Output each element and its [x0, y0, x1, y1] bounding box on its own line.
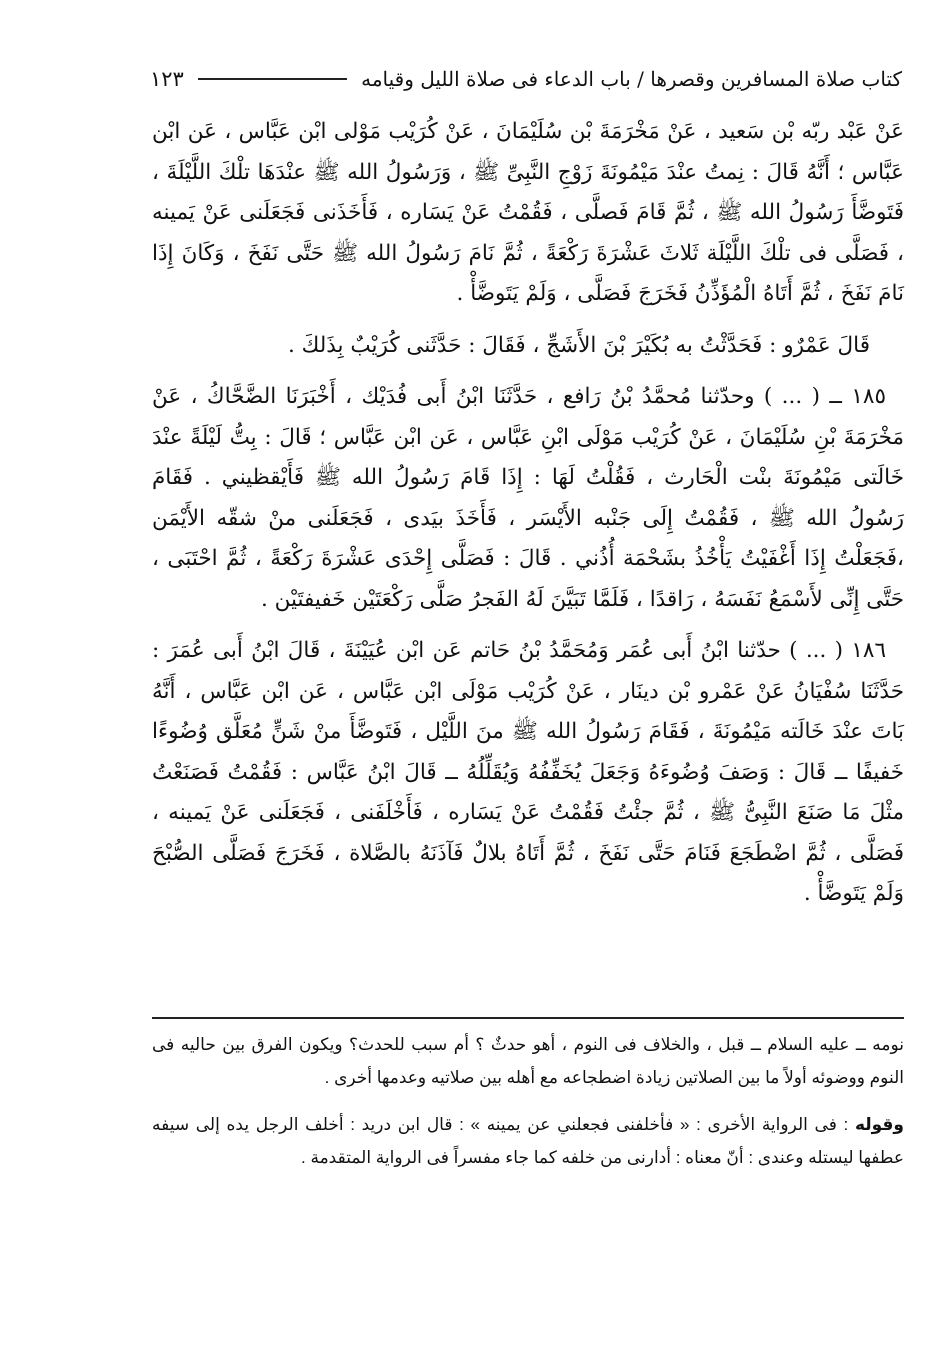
commentary-paragraph-2 [152, 1108, 904, 1174]
hadith-paragraph: عَنْ عَبْد ربّه بْن سَعيد ، عَنْ مَخْرَمَةَ بْن سُلَيْمَانَ ، عَنْ كُرَيْب مَوْلى ابْن عَبَّاس ، عَن ابْن عَبَّاس ؛ أَنَّهُ قَالَ : نِمتُ عنْدَ مَيْمُونَةَ زَوْجِ النَّبِىِّ ﷺ ، وَرَسُولُ الله ﷺ عنْدَهَا تلْكَ اللَّيْلَةَ ، فَتَوضَّأَ رَسُولُ الله ﷺ ، ثُمَّ قَامَ فَصلَّى ، فَقُمْتُ عَنْ يَسَاره ، فَأَخَذَنى فَجَعَلَنى عَنْ يَمينه ، فَصَلَّى فى تلْكَ اللَّيْلَة ثَلاثَ عَشْرَةَ رَكْعَةً ، ثُمَّ نَامَ رَسُولُ الله ﷺ حَتَّى نَفَخَ ، وَكَانَ إِذَا نَامَ نَفَخَ ، ثُمَّ أَتَاهُ الْمُؤَذِّنُ فَخَرَجَ فَصَلَّى ، وَلَمْ يَتَوضَّأْ . [152, 119, 904, 306]
main-text [152, 112, 904, 915]
commentary-notes [152, 1028, 904, 1174]
commentary-text: : فى الرواية الأخرى : « فأخلفنى فجعلني عن يمينه » : قال ابن دريد : أخلف الرجل يده إلى سيفه عطفها ليستله وعندى : أنّ معناه : أدارنى من خلفه كما جاء مفسراً فى الرواية المتقدمة . [152, 1115, 904, 1167]
footnote-divider [152, 1017, 904, 1019]
commentary-paragraph: نومه ــ عليه السلام ــ قبل ، والخلاف فى النوم ، أهو حدثٌ ؟ أم سبب للحدث؟ ويكون الفرق بين حاليه فى النوم ووضوئه أولاً ما بين الصلاتين زيادة اضطجاعه مع أهله بين صلاتيه وعدمها أخرى . [152, 1035, 904, 1087]
narrator-note: قَالَ عَمْرٌو : فَحَدَّثْتُ به بُكَيْرَ بْنَ الأَشَجِّ ، فَقَالَ : حَدَّثَنى كُرَيْبٌ بِذَلكَ . [287, 332, 870, 358]
hadith-186: ١٨٦ ( ... ) حدّثنا ابْنُ أَبى عُمَر وَمُحَمَّدُ بْنُ حَاتم عَن ابْن عُيَيْنَةَ ، قَالَ ابْنُ أَبى عُمَرَ : حَدَّثَنَا سُفْيَانُ عَنْ عَمْرو بْن دينَار ، عَنْ كُرَيْب مَوْلَى ابْن عَبَّاس ، عَن ابْن عَبَّاس ، أَنَّهُ بَاتَ عنْدَ خَالَته مَيْمُونَةَ ، فَقَامَ رَسُولُ الله ﷺ منَ اللَّيْل ، فَتَوضَّأَ منْ شَنٍّ مُعَلَّق وُضُوءًا خَفيفًا ــ قَالَ : وَصَفَ وُضُوءَهُ وَجَعَلَ يُخَفِّفُهُ وَيُقَلِّلُهُ ــ قَالَ ابْنُ عَبَّاس : فَقُمْتُ فَصَنَعْتُ مثْلَ مَا صَنَعَ النَّبِىُّ ﷺ ، ثُمَّ جئْتُ فَقُمْتُ عَنْ يَسَاره ، فَأَخْلَفَنى ، فَجَعَلَنى عَنْ يَمينه ، فَصَلَّى ، ثُمَّ اضْطَجَعَ فَنَامَ حَتَّى نَفَخَ ، ثُمَّ أَتَاهُ بلالٌ فَآذَنَهُ بالصَّلاة ، فَخَرَجَ فَصَلَّى الصُّبْحَ وَلَمْ يَتَوضَّأْ . [152, 638, 904, 906]
running-header [150, 62, 902, 96]
commentary-lead-word: وقوله [854, 1115, 904, 1134]
hadith-185: ١٨٥ ــ ( ... ) وحدّثنا مُحمَّدُ بْنُ رَافع ، حَدَّثَنَا ابْنُ أَبى فُدَيْك ، أَخْبَرَنَا الضَّحَّاكُ ، عَنْ مَخْرَمَةَ بْنِ سُلَيْمَانَ ، عَنْ كُرَيْب مَوْلَى ابْنِ عَبَّاس ، عَن ابْن عَبَّاس ؛ قَالَ : بِتُّ لَيْلَةً عنْدَ خَالَتى مَيْمُونَةَ بنْت الْحَارث ، فَقُلْتُ لَهَا : إِذَا قَامَ رَسُولُ الله ﷺ فَأَيْقظيني . فَقَامَ رَسُولُ الله ﷺ ، فَقُمْتُ إِلَى جَنْبه الأَيْسَر ، فَأَخَذَ بيَدى ، فَجَعَلَنى منْ شقّه الأَيْمَن ،فَجَعَلْتُ إِذَا أَغْفَيْتُ يَأْخُذُ بشَحْمَة أُذُني . قَالَ : فَصَلَّى إِحْدَى عَشْرَةَ رَكْعَةً ، ثُمَّ احْتَبَى ، حَتَّى إِنِّى لأَسْمَعُ نَفَسَهُ ، رَاقدًا ، فَلَمَّا تَبَيَّنَ لَهُ الفَجرُ صَلَّى رَكْعَتَيْن خَفيفتَيْن . [152, 384, 904, 612]
header-title: كتاب صلاة المسافرين وقصرها / باب الدعاء فى صلاة الليل وقيامه [361, 67, 902, 91]
header-rule [198, 78, 347, 80]
page-number: ١٢٣ [150, 67, 184, 91]
